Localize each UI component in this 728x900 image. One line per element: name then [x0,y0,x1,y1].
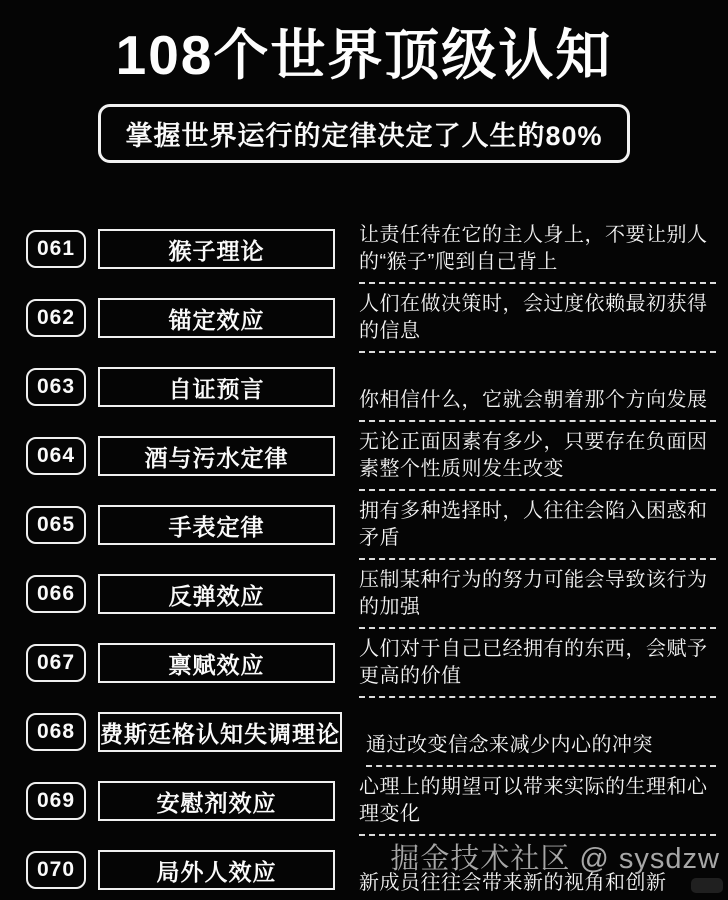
cognition-row-062 [26,284,716,353]
item-title-box: 手表定律 [98,505,335,545]
corner-watermark-badge [691,878,723,893]
item-description-col [359,629,716,698]
item-description-col [359,560,716,629]
item-number-badge: 069 [26,782,86,820]
item-description: 压制某种行为的努力可能会导致该行为的加强 [359,567,716,629]
item-description-col [359,353,716,422]
item-description-col [359,491,716,560]
item-title-box: 禀赋效应 [98,643,335,683]
item-number-badge: 064 [26,437,86,475]
item-number-badge: 065 [26,506,86,544]
item-title-box: 费斯廷格认知失调理论 [98,712,342,752]
cognition-list [0,215,728,900]
item-description: 人们对于自己已经拥有的东西，会赋予更高的价值 [359,636,716,698]
cognition-row-068 [26,698,716,767]
cognition-row-064 [26,422,716,491]
item-description: 无论正面因素有多少，只要存在负面因素整个性质则发生改变 [359,429,716,491]
item-number-badge: 070 [26,851,86,889]
item-description: 通过改变信念来减少内心的冲突 [366,732,716,767]
item-title-box: 锚定效应 [98,298,335,338]
item-number-badge: 066 [26,575,86,613]
item-number-badge: 068 [26,713,86,751]
cognition-row-063 [26,353,716,422]
item-title-box: 安慰剂效应 [98,781,335,821]
cognition-row-065 [26,491,716,560]
item-number-badge: 061 [26,230,86,268]
item-description: 你相信什么，它就会朝着那个方向发展 [359,387,716,422]
item-title-box: 局外人效应 [98,850,335,890]
page-title: 108个世界顶级认知 [115,24,613,86]
item-title-box: 反弹效应 [98,574,335,614]
item-description: 心理上的期望可以带来实际的生理和心理变化 [359,774,716,836]
item-description: 让责任待在它的主人身上，不要让别人的“猴子”爬到自己背上 [359,222,716,284]
item-title-box: 自证预言 [98,367,335,407]
item-number-badge: 067 [26,644,86,682]
item-description: 人们在做决策时，会过度依赖最初获得的信息 [359,291,716,353]
item-description-col [359,422,716,491]
item-number-badge: 063 [26,368,86,406]
subtitle-box: 掌握世界运行的定律决定了人生的80% [98,104,629,163]
item-description: 拥有多种选择时，人往往会陷入困惑和矛盾 [359,498,716,560]
header [0,0,728,163]
item-description-col [366,698,716,767]
item-title-box: 猴子理论 [98,229,335,269]
cognition-row-069 [26,767,716,836]
watermark-text: 掘金技术社区 @ sysdzw [390,843,720,875]
cognition-row-061 [26,215,716,284]
item-description-col [359,284,716,353]
cognition-row-066 [26,560,716,629]
item-description-col [359,767,716,836]
cognition-row-067 [26,629,716,698]
item-title-box: 酒与污水定律 [98,436,335,476]
item-description-col [359,215,716,284]
item-description: 新成员往往会带来新的视角和创新 [359,870,716,900]
item-number-badge: 062 [26,299,86,337]
